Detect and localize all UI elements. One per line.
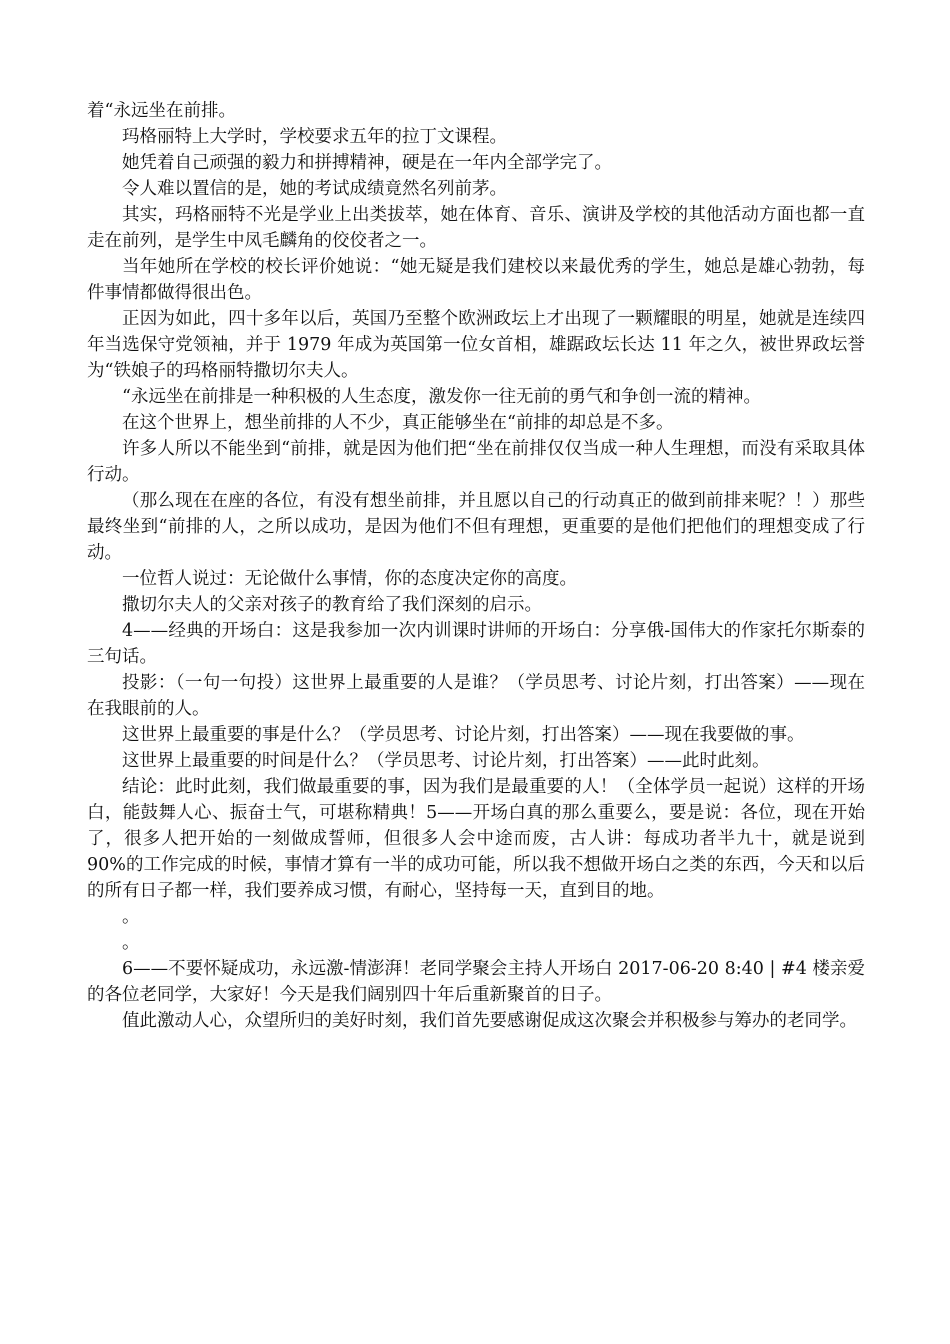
paragraph: 她凭着自己顽强的毅力和拼搏精神，硬是在一年内全部学完了。	[122, 153, 612, 173]
paragraph: 令人难以置信的是，她的考试成绩竟然名列前茅。	[122, 179, 507, 199]
paragraph: 撒切尔夫人的父亲对孩子的教育给了我们深刻的启示。	[122, 595, 542, 615]
paragraph: 这世界上最重要的事是什么？（学员思考、讨论片刻，打出答案）——现在我要做的事。	[122, 725, 805, 745]
paragraph: 值此激动人心，众望所归的美好时刻，我们首先要感谢促成这次聚会并积极参与筹办的老同学。	[122, 1011, 857, 1031]
paragraph: 。	[122, 933, 140, 953]
paragraph: 这世界上最重要的时间是什么？（学员思考、讨论片刻，打出答案）——此时此刻。	[122, 751, 770, 771]
paragraph: 投影：（一句一句投）这世界上最重要的人是谁？（学员思考、讨论片刻，打出答案）——现在在我眼前的人。	[87, 673, 865, 719]
paragraph: 许多人所以不能坐到“前排，就是因为他们把“坐在前排仅仅当成一种人生理想，而没有采取具体行动。	[87, 439, 865, 485]
paragraph: 其实，玛格丽特不光是学业上出类拔萃，她在体育、音乐、演讲及学校的其他活动方面也都一直走在前列，是学生中凤毛麟角的佼佼者之一。	[87, 205, 865, 251]
paragraph: 。	[122, 907, 140, 927]
paragraph: 结论：此时此刻，我们做最重要的事，因为我们是最重要的人！（全体学员一起说）这样的开场白，能鼓舞人心、振奋士气，可堪称精典！5——开场白真的那么重要么，要是说：各位，现在开始了，很多人把开始的一刻做成誓师，但很多人会中途而废，古人讲：每成功者半九十，就是说到 90%的工作完成的时候，事情才算有一半的成功可能，所以我不想做开场白之类的东西，今天和以后的所有日子都一样，我们要养成习惯，有耐心，坚持每一天，直到目的地。	[87, 777, 865, 901]
paragraph: 4——经典的开场白：这是我参加一次内训课时讲师的开场白：分享俄-国伟大的作家托尔斯泰的三句话。	[87, 621, 865, 667]
paragraph: 玛格丽特上大学时，学校要求五年的拉丁文课程。	[122, 127, 507, 147]
paragraph: 当年她所在学校的校长评价她说：“她无疑是我们建校以来最优秀的学生，她总是雄心勃勃，每件事情都做得很出色。	[87, 257, 865, 303]
paragraph: 正因为如此，四十多年以后，英国乃至整个欧洲政坛上才出现了一颗耀眼的明星，她就是连续四年当选保守党领袖，并于 1979 年成为英国第一位女首相，雄踞政坛长达 11 年之久，被世界政坛誉为“铁娘子的玛格丽特撒切尔夫人。	[87, 309, 865, 381]
document-body	[87, 98, 865, 1034]
paragraph: 6——不要怀疑成功，永远激-情澎湃！老同学聚会主持人开场白 2017-06-20 8:40 | #4 楼亲爱的各位老同学，大家好！今天是我们阔别四十年后重新聚首的日子。	[87, 959, 865, 1005]
paragraph: 在这个世界上，想坐前排的人不少，真正能够坐在“前排的却总是不多。	[122, 413, 674, 433]
paragraph: 一位哲人说过：无论做什么事情，你的态度决定你的高度。	[122, 569, 577, 589]
paragraph: “永远坐在前排是一种积极的人生态度，激发你一往无前的勇气和争创一流的精神。	[122, 387, 761, 407]
paragraph: 着“永远坐在前排。	[87, 101, 236, 121]
paragraph: （那么现在在座的各位，有没有想坐前排，并且愿以自己的行动真正的做到前排来呢？！）那些最终坐到“前排的人，之所以成功，是因为他们不但有理想，更重要的是他们把他们的理想变成了行动。	[87, 491, 865, 563]
